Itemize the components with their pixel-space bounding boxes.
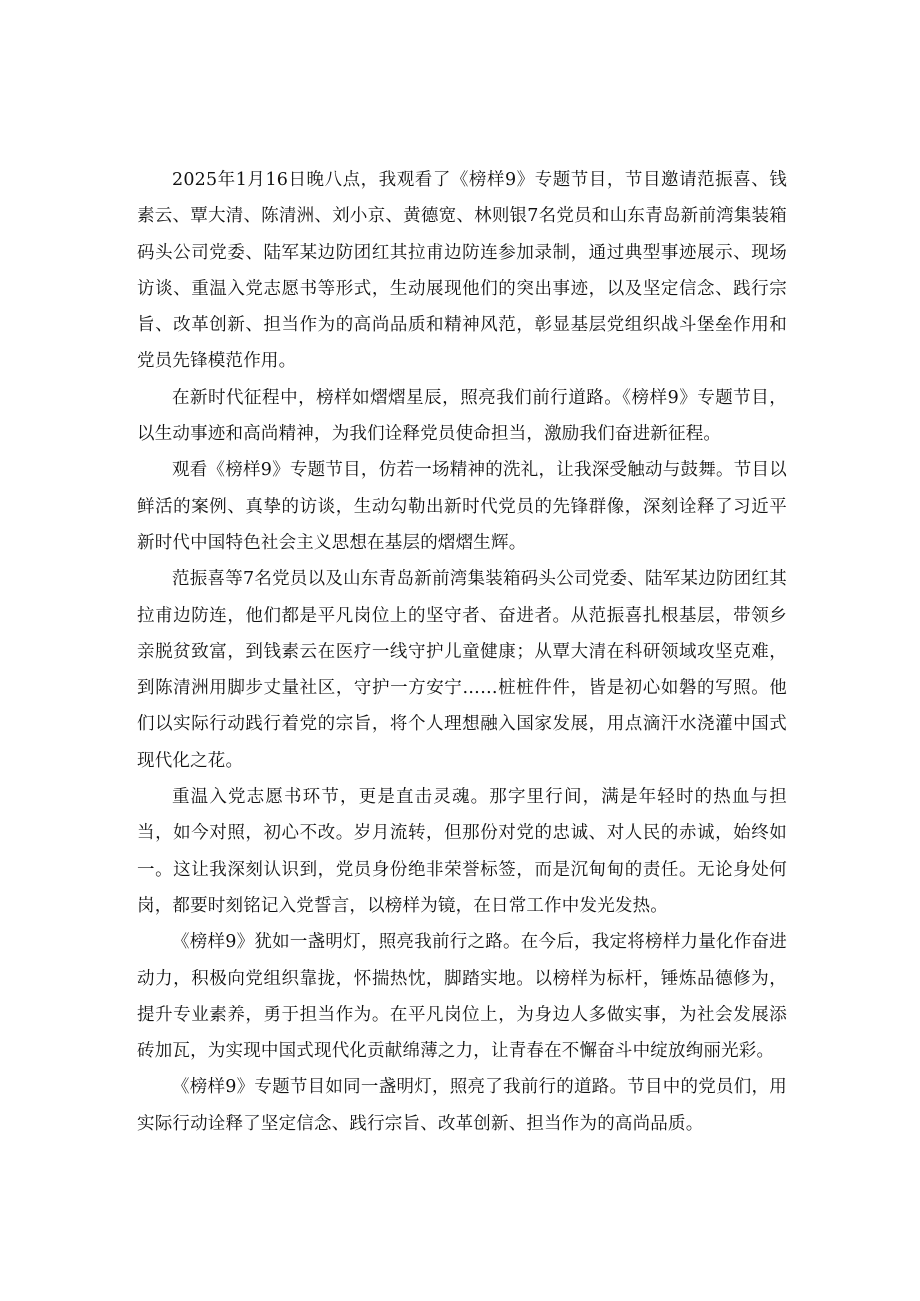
paragraph-7: 《榜样9》专题节目如同一盏明灯，照亮了我前行的道路。节目中的党员们，用实际行动诠释了坚定信念、践行宗旨、改革创新、担当作为的高尚品质。 xyxy=(137,1077,787,1134)
paragraph-4: 范振喜等7名党员以及山东青岛新前湾集装箱码头公司党委、陆军某边防团红其拉甫边防连，他们都是平凡岗位上的坚守者、奋进者。从范振喜扎根基层，带领乡亲脱贫致富，到钱素云在医疗一线守护儿童健康；从覃大清在科研领域攻坚克难，到陈清洲用脚步丈量社区，守护一方安宁……桩桩件件，皆是初心如磐的写照。他们以实际行动践行着党的宗旨，将个人理想融入国家发展，用点滴汗水浇灌中国式现代化之花。 xyxy=(137,569,787,771)
paragraph-1: 2025年1月16日晚八点，我观看了《榜样9》专题节目，节目邀请范振喜、钱素云、覃大清、陈清洲、刘小京、黄德宽、林则银7名党员和山东青岛新前湾集装箱码头公司党委、陆军某边防团红其拉甫边防连参加录制，通过典型事迹展示、现场访谈、重温入党志愿书等形式，生动展现他们的突出事迹，以及坚定信念、践行宗旨、改革创新、担当作为的高尚品质和精神风范，彰显基层党组织战斗堡垒作用和党员先锋模范作用。 xyxy=(137,170,787,372)
paragraph-6: 《榜样9》犹如一盏明灯，照亮我前行之路。在今后，我定将榜样力量化作奋进动力，积极向党组织靠拢，怀揣热忱，脚踏实地。以榜样为标杆，锤炼品德修为，提升专业素养，勇于担当作为。在平凡岗位上，为身边人多做实事，为社会发展添砖加瓦，为实现中国式现代化贡献绵薄之力，让青春在不懈奋斗中绽放绚丽光彩。 xyxy=(137,932,787,1062)
document-body xyxy=(137,162,787,1142)
paragraph-3: 观看《榜样9》专题节目，仿若一场精神的洗礼，让我深受触动与鼓舞。节目以鲜活的案例、真挚的访谈，生动勾勒出新时代党员的先锋群像，深刻诠释了习近平新时代中国特色社会主义思想在基层的熠熠生辉。 xyxy=(137,460,787,553)
paragraph-2: 在新时代征程中，榜样如熠熠星辰，照亮我们前行道路。《榜样9》专题节目，以生动事迹和高尚精神，为我们诠释党员使命担当，激励我们奋进新征程。 xyxy=(137,387,787,445)
paragraph-5: 重温入党志愿书环节，更是直击灵魂。那字里行间，满是年轻时的热血与担当，如今对照，初心不改。岁月流转，但那份对党的忠诚、对人民的赤诚，始终如一。这让我深刻认识到，党员身份绝非荣誉标签，而是沉甸甸的责任。无论身处何岗，都要时刻铭记入党誓言，以榜样为镜，在日常工作中发光发热。 xyxy=(137,787,787,916)
